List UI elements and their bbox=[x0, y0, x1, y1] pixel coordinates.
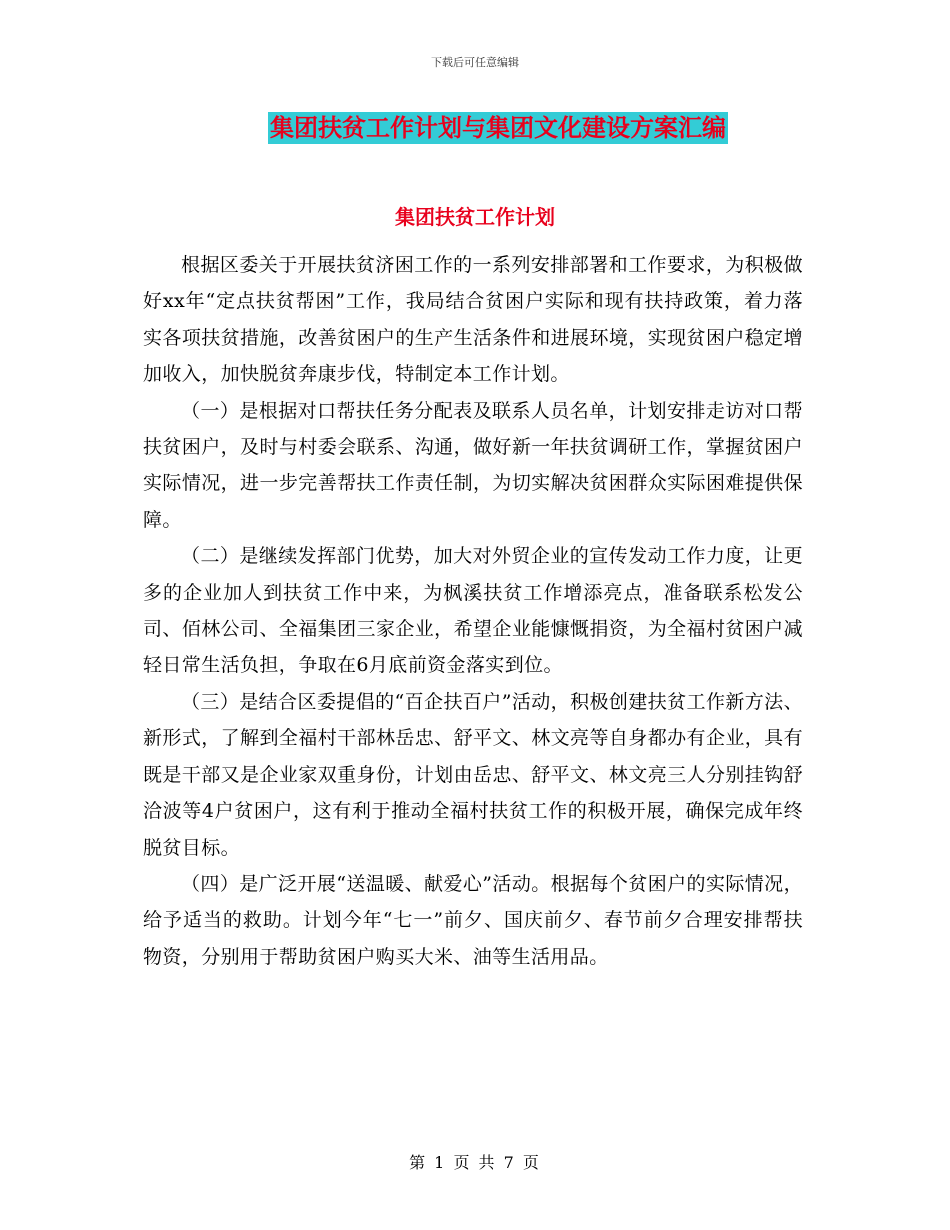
page-number-footer: 第 1 页 共 7 页 bbox=[409, 1153, 541, 1172]
paragraph-intro: 根据区委关于开展扶贫济困工作的一系列安排部署和工作要求，为积极做好xx年“定点扶贫帮困”工作，我局结合贫困户实际和现有扶持政策，着力落实各项扶贫措施，改善贫困户的生产生活条件和进展环境，实现贫困户稳定增加收入，加快脱贫奔康步伐，特制定本工作计划。 bbox=[143, 254, 803, 386]
section-title: 集团扶贫工作计划 bbox=[395, 205, 555, 229]
document-title-container bbox=[0, 112, 950, 144]
paragraph-item-3: （三）是结合区委提倡的“百企扶百户”活动，积极创建扶贫工作新方法、新形式，了解到全福村干部林岳忠、舒平文、林文亮等自身都办有企业，具有既是干部又是企业家双重身份，计划由岳忠、舒平文、林文亮三人分别挂钩舒洽波等4户贫困户，这有利于推动全福村扶贫工作的积极开展，确保完成年终脱贫目标。 bbox=[143, 690, 803, 859]
paragraph-item-1: （一）是根据对口帮扶任务分配表及联系人员名单，计划安排走访对口帮扶贫困户，及时与村委会联系、沟通，做好新一年扶贫调研工作，掌握贫困户实际情况，进一步完善帮扶工作责任制，为切实解决贫困群众实际困难提供保障。 bbox=[143, 399, 803, 531]
header-note: 下载后可任意编辑 bbox=[431, 56, 519, 69]
document-body bbox=[143, 247, 803, 975]
paragraph-item-4: （四）是广泛开展“送温暖、献爱心”活动。根据每个贫困户的实际情况，给予适当的救助。计划今年“七一”前夕、国庆前夕、春节前夕合理安排帮扶物资，分别用于帮助贫困户购买大米、油等生活用品。 bbox=[143, 872, 803, 968]
document-title: 集团扶贫工作计划与集团文化建设方案汇编 bbox=[270, 114, 726, 142]
paragraph-item-2: （二）是继续发挥部门优势，加大对外贸企业的宣传发动工作力度，让更多的企业加人到扶贫工作中来，为枫溪扶贫工作增添亮点，准备联系松发公司、佰林公司、全福集团三家企业，希望企业能慷慨捐资，为全福村贫困户减轻日常生活负担，争取在6月底前资金落实到位。 bbox=[143, 545, 803, 677]
